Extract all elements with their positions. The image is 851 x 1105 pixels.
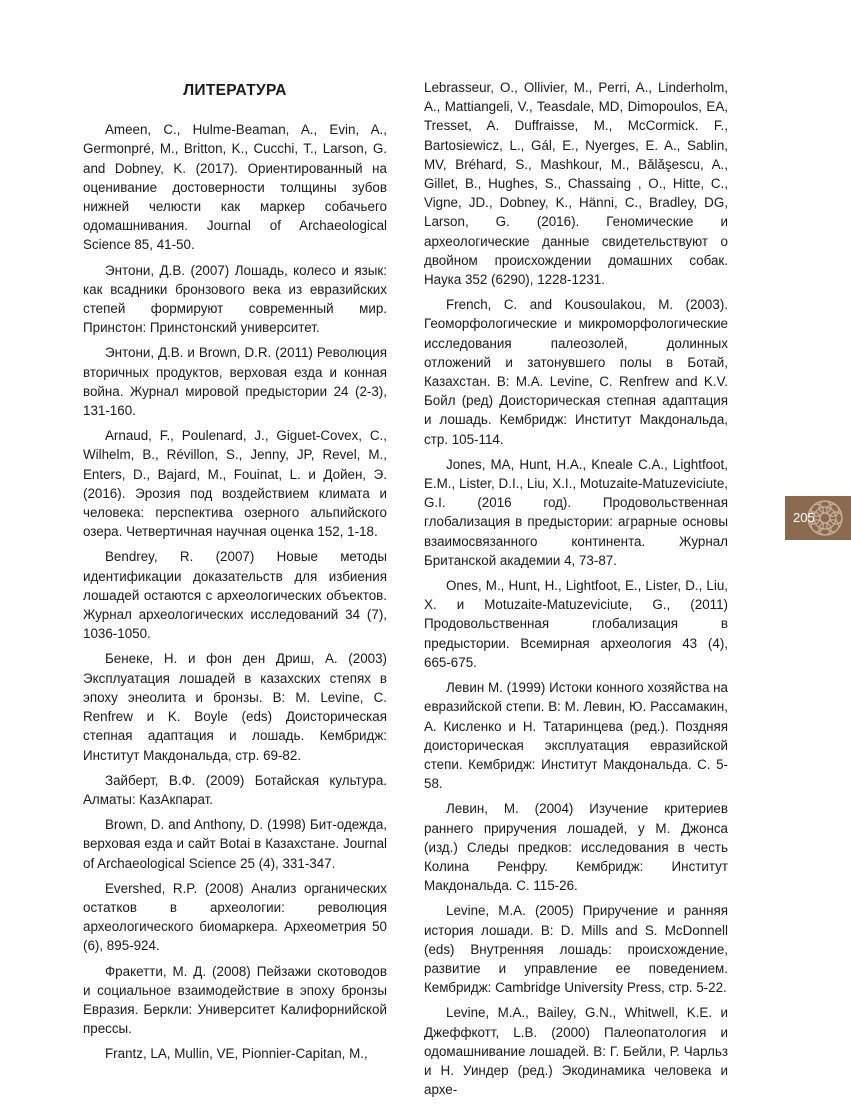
reference-item: Lebrasseur, O., Ollivier, M., Perri, A., Linderholm, A., Mattiangeli, V., Teasdale, MD, Dimopoulos, EA, Tresset, A. Duffraisse, M., McCormick. F., Bartosiewicz, L., Gál, E., Nyerges, E. A., Sablin, MV, Bréhard, S., Mashkour, M., Bălăşescu, A., Gillet, B., Hughes, S., Chassaing , O., Hitte, C., Vigne, JD., Dobney, K., Hänni, C., Bradley, DG, Larson, G. (2016). Геномические и археологические данные свидетельствуют о двойном происхождении домашних собак. Наука 352 (6290), 1228-1231. xyxy=(424,80,728,288)
reference-item: Ameen, C., Hulme-Beaman, A., Evin, A., Germonpré, M., Britton, K., Cucchi, T., Larson, G. and Dobney, K. (2017). Ориентированный на оценивание достоверности толщины зубов нижней челюсти как маркер собачьего одомашнивания. Journal of Archaeological Science 85, 41-50. xyxy=(83,122,387,253)
reference-item: Arnaud, F., Poulenard, J., Giguet-Covex, C., Wilhelm, B., Révillon, S., Jenny, JP, Revel, M., Enters, D., Bajard, M., Fouinat, L. и Дойен, Э. (2016). Эрозия под воздействием климата и человека: перспектива озерного альпийского озера. Четвертичная научная оценка 152, 1-18. xyxy=(83,428,387,540)
reference-item: Frantz, LA, Mullin, VE, Pionnier-Capitan, M., xyxy=(105,1046,368,1062)
reference-item: Jones, MA, Hunt, H.A., Kneale C.A., Lightfoot, E.M., Lister, D.I., Liu, X.I., Motuzaite-Matuzeviciute, G.I. (2016 год). Продовольственная глобализация в предыстории: аграрные основы взаимосвязанного континента. Журнал Британской академии 4, 73-87. xyxy=(424,456,728,568)
page-heading: ЛИТЕРАТУРА xyxy=(183,82,287,99)
reference-item: Зайберт, В.Ф. (2009) Ботайская культура. Алматы: КазАкпарат. xyxy=(83,772,387,807)
reference-item: Evershed, R.P. (2008) Анализ органических остатков в археологии: революция археологического биомаркера. Археометрия 50 (6), 895-924. xyxy=(83,880,387,954)
reference-item: Brown, D. and Anthony, D. (1998) Бит-одежда, верховая езда и сайт Botai в Казахстане. Journal of Archaeological Science 25 (4), 331-347. xyxy=(83,817,387,871)
reference-item: Фракетти, М. Д. (2008) Пейзажи скотоводов и социальное взаимодействие в эпоху бронзы Евразия. Беркли: Университет Калифорнийской прессы. xyxy=(83,963,387,1037)
left-column xyxy=(83,78,387,1070)
reference-item: Энтони, Д.В. (2007) Лошадь, колесо и язык: как всадники бронзового века из евразийских степей формируют современный мир. Принстон: Принстонский университет. xyxy=(83,262,387,336)
reference-item: Бенеке, Н. и фон ден Дриш, А. (2003) Эксплуатация лошадей в казахских степях в эпоху энеолита и бронзы. В: M. Levine, C. Renfrew и K. Boyle (eds) Доисторическая степная адаптация и лошадь. Кембридж: Институт Макдональда, стр. 69-82. xyxy=(83,651,387,763)
reference-item: Ones, M., Hunt, H., Lightfoot, E., Lister, D., Liu, X. и Motuzaite-Matuzeviciute, G., (2011) Продовольственная глобализация в предыстории. Всемирная археология 43 (4), 665-675. xyxy=(424,578,728,670)
reference-item: Энтони, Д.В. и Brown, D.R. (2011) Революция вторичных продуктов, верховая езда и конная война. Журнал мировой предыстории 24 (2-3), 131-160. xyxy=(83,345,387,419)
reference-item: Levine, M.A. (2005) Приручение и ранняя история лошади. В: D. Mills and S. McDonnell (eds) Внутренняя лошадь: происхождение, развитие и управление ее поведением. Кембридж: Cambridge University Press, стр. 5-22. xyxy=(424,903,728,996)
reference-item: Levine, M.A., Bailey, G.N., Whitwell, K.E. и Джеффкотт, L.B. (2000) Палеопатология и одомашнивание лошадей. В: Г. Бейли, Р. Чарльз и Н. Уиндер (ред.) Экодинамика человека и архе- xyxy=(424,1005,728,1098)
reference-item: Левин М. (1999) Истоки конного хозяйства на евразийской степи. В: М. Левин, Ю. Рассамакин, А. Кисленко и Н. Татаринцева (ред.). Поздняя доисторическая эксплуатация евразийской степи. Кембридж: Институт Макдональда. С. 5-58. xyxy=(424,680,728,792)
page-number: 205 xyxy=(793,510,815,525)
reference-item: Левин, М. (2004) Изучение критериев раннего приручения лошадей, у М. Джонса (изд.) Следы предков: исследования в честь Колина Ренфру. Кембридж: Институт Макдональда. С. 115-26. xyxy=(424,801,728,894)
reference-item: Bendrey, R. (2007) Новые методы идентификации доказательств для избиения лошадей остаются с археологических объектов. Журнал археологических исследований 34 (7), 1036-1050. xyxy=(83,549,387,642)
page-number-tab xyxy=(785,496,851,540)
right-column xyxy=(424,78,728,1105)
reference-item: French, C. and Kousoulakou, M. (2003). Геоморфологические и микроморфологические исследования палеозолей, долинных отложений и затонувшего полы в Ботай, Казахстан. В: M.A. Levine, C. Renfrew and K.V. Бойл (ред) Доисторическая степная адаптация и лошадь. Кембридж: Институт Макдональда, стр. 105-114. xyxy=(424,297,728,447)
